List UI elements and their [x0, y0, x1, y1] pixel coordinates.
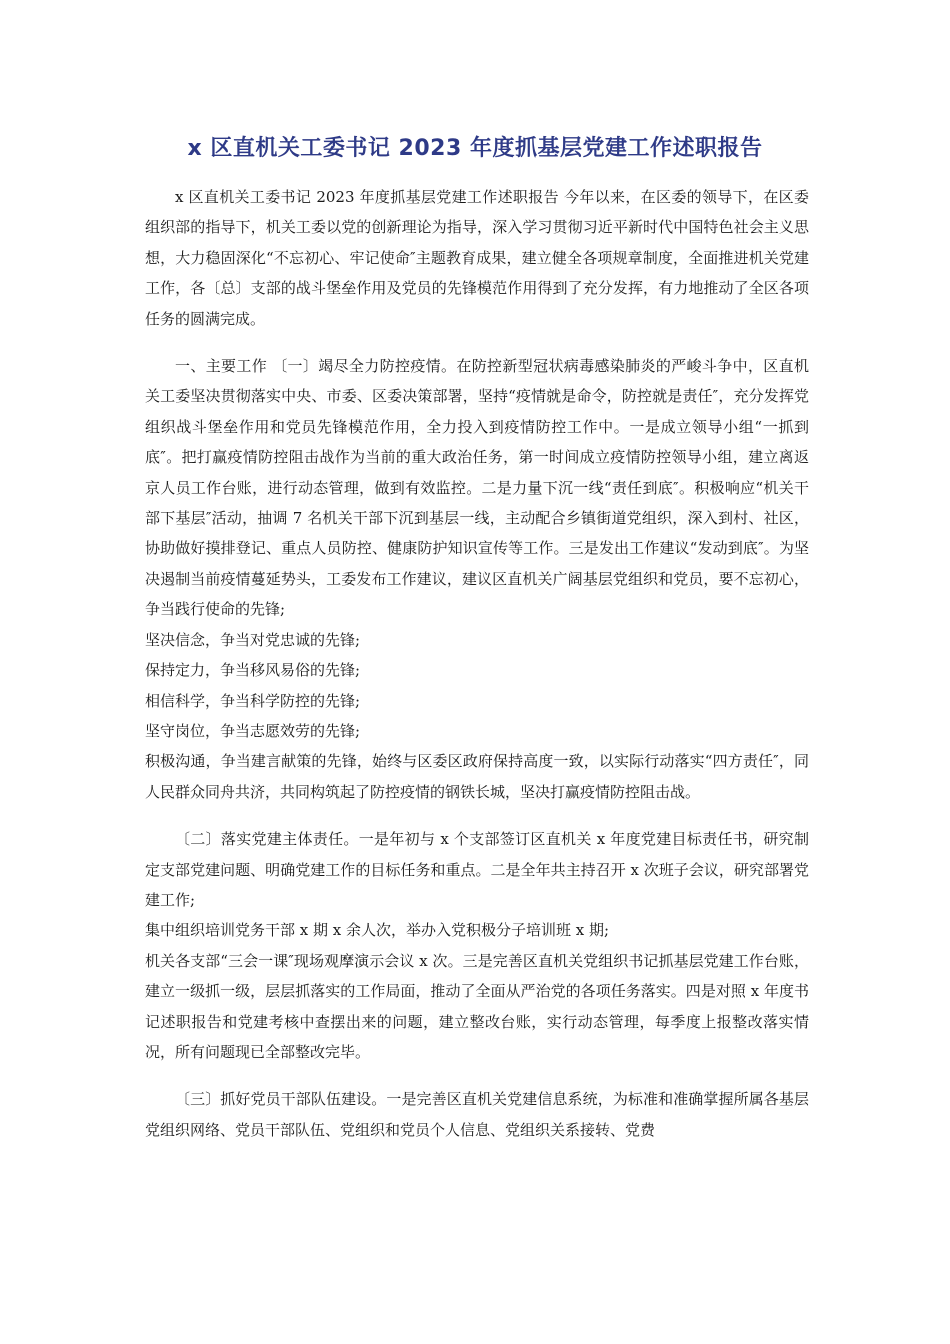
paragraph-section-2: 〔二〕落实党建主体责任。一是年初与 x 个支部签订区直机关 x 年度党建目标责任书，研究制定支部党建问题、明确党建工作的目标任务和重点。二是全年共主持召开 x 次班子会议，研究部署党建工作; — [145, 830, 809, 909]
list-item: 相信科学，争当科学防控的先锋; — [145, 691, 361, 710]
document-body — [145, 182, 809, 1145]
list-item: 机关各支部“三会一课″现场观摩演示会议 x 次。三是完善区直机关党组织书记抓基层党建工作台账，建立一级抓一级，层层抓落实的工作局面，推动了全面从严治党的各项任务落实。四是对照 x 年度书记述职报告和党建考核中查摆出来的问题，建立整改台账，实行动态管理，每季度上报整改落实情况，所有问题现已全部整改完毕。 — [145, 951, 809, 1061]
list-item: 集中组织培训党务干部 x 期 x 余人次，举办入党积极分子培训班 x 期; — [145, 921, 610, 940]
list-item: 保持定力，争当移风易俗的先锋; — [145, 661, 361, 680]
list-item: 坚决信念，争当对党忠诚的先锋; — [145, 630, 361, 649]
list-item: 积极沟通，争当建言献策的先锋，始终与区委区政府保持高度一致，以实际行动落实“四方责任″，同人民群众同舟共济，共同构筑起了防控疫情的钢铁长城，坚决打赢疫情防控阻击战。 — [145, 752, 809, 801]
paragraph-section-3: 〔三〕抓好党员干部队伍建设。一是完善区直机关党建信息系统，为标准和准确掌握所属各基层党组织网络、党员干部队伍、党组织和党员个人信息、党组织关系接转、党费 — [145, 1090, 809, 1139]
paragraph-section-1: 一、主要工作 〔一〕竭尽全力防控疫情。在防控新型冠状病毒感染肺炎的严峻斗争中，区直机关工委坚决贯彻落实中央、市委、区委决策部署，坚持“疫情就是命令，防控就是责任″，充分发挥党组织战斗堡垒作用和党员先锋模范作用，全力投入到疫情防控工作中。一是成立领导小组“一抓到底″。把打赢疫情防控阻击战作为当前的重大政治任务，第一时间成立疫情防控领导小组，建立离返京人员工作台账，进行动态管理，做到有效监控。二是力量下沉一线“责任到底″。积极响应“机关干部下基层″活动，抽调 7 名机关干部下沉到基层一线，主动配合乡镇街道党组织，深入到村、社区，协助做好摸排登记、重点人员防控、健康防护知识宣传等工作。三是发出工作建议“发动到底″。为坚决遏制当前疫情蔓延势头，工委发布工作建议，建议区直机关广阔基层党组织和党员，要不忘初心，争当践行使命的先锋; — [145, 357, 809, 619]
document-title: x 区直机关工委书记 2023 年度抓基层党建工作述职报告 — [187, 136, 763, 161]
list-item: 坚守岗位，争当志愿效劳的先锋; — [145, 721, 361, 740]
paragraph-intro: x 区直机关工委书记 2023 年度抓基层党建工作述职报告 今年以来，在区委的领导下，在区委组织部的指导下，机关工委以党的创新理论为指导，深入学习贯彻习近平新时代中国特色社会主义思想，大力稳固深化“不忘初心、牢记使命″主题教育成果，建立健全各项规章制度，全面推进机关党建工作，各〔总〕支部的战斗堡垒作用及党员的先锋模范作用得到了充分发挥，有力地推动了全区各项任务的圆满完成。 — [145, 188, 809, 328]
